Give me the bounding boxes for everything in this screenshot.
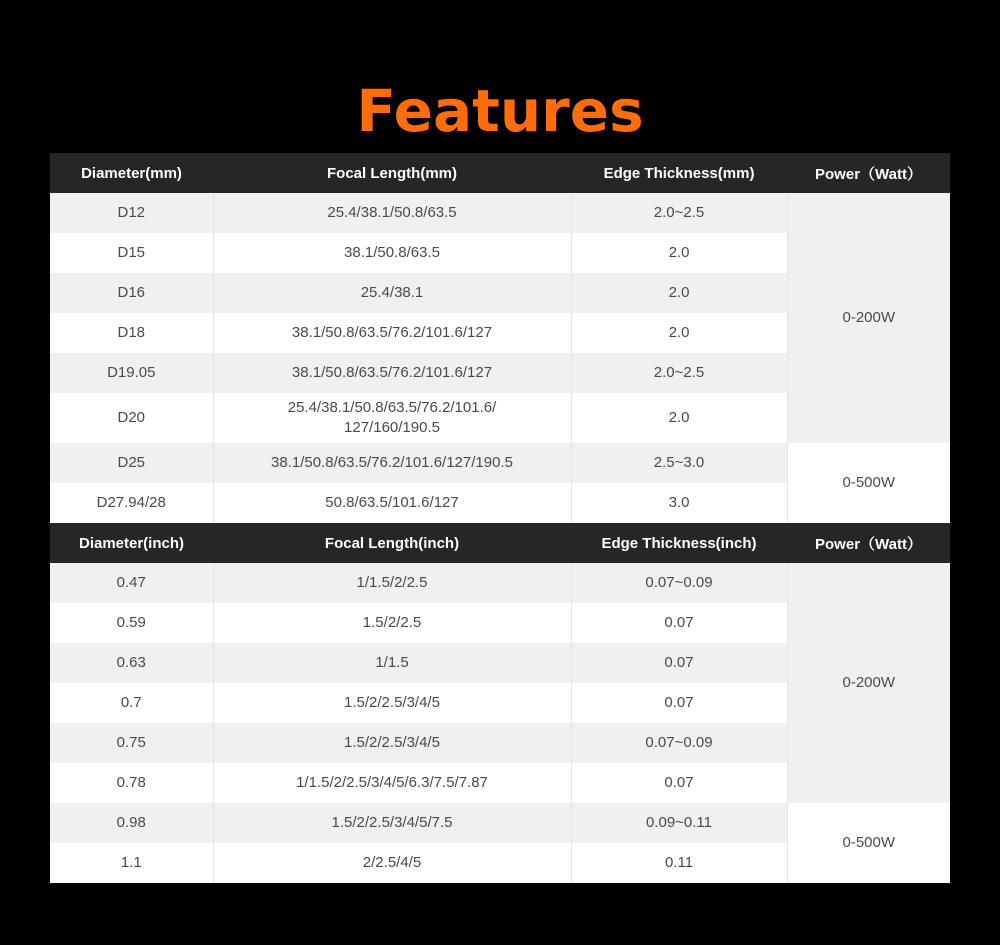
cell-edge-thickness: 0.11 (571, 843, 787, 883)
cell-diameter: 0.75 (50, 723, 213, 763)
cell-diameter: 0.59 (50, 603, 213, 643)
cell-edge-thickness: 3.0 (571, 483, 787, 523)
header-power: Power（Watt） (787, 153, 950, 193)
cell-focal-length: 50.8/63.5/101.6/127 (213, 483, 571, 523)
cell-power: 0-500W (787, 803, 950, 883)
cell-focal-length: 2/2.5/4/5 (213, 843, 571, 883)
cell-diameter: 0.98 (50, 803, 213, 843)
cell-diameter: 0.63 (50, 643, 213, 683)
cell-diameter: D12 (50, 193, 213, 233)
cell-diameter: D18 (50, 313, 213, 353)
cell-focal-length: 38.1/50.8/63.5/76.2/101.6/127/190.5 (213, 443, 571, 483)
cell-focal-length: 38.1/50.8/63.5/76.2/101.6/127 (213, 313, 571, 353)
cell-focal-length: 25.4/38.1 (213, 273, 571, 313)
cell-focal-length: 25.4/38.1/50.8/63.5/76.2/101.6/ 127/160/190.5 (213, 393, 571, 443)
cell-edge-thickness: 2.0 (571, 273, 787, 313)
cell-diameter: 1.1 (50, 843, 213, 883)
cell-diameter: D16 (50, 273, 213, 313)
cell-edge-thickness: 0.07~0.09 (571, 563, 787, 603)
cell-diameter: D19.05 (50, 353, 213, 393)
header-diameter: Diameter(mm) (50, 153, 213, 193)
cell-edge-thickness: 2.0 (571, 313, 787, 353)
page-title: Features (356, 76, 644, 145)
cell-focal-length: 1.5/2/2.5/3/4/5 (213, 723, 571, 763)
header-diameter: Diameter(inch) (50, 523, 213, 563)
cell-edge-thickness: 2.0~2.5 (571, 353, 787, 393)
cell-diameter: 0.78 (50, 763, 213, 803)
cell-diameter: 0.7 (50, 683, 213, 723)
table-header-row (50, 523, 950, 563)
cell-focal-length: 25.4/38.1/50.8/63.5 (213, 193, 571, 233)
cell-diameter: 0.47 (50, 563, 213, 603)
header-focal-length: Focal Length(inch) (213, 523, 571, 563)
cell-edge-thickness: 0.07 (571, 763, 787, 803)
table-header-row (50, 153, 950, 193)
cell-focal-length: 1/1.5 (213, 643, 571, 683)
cell-focal-length: 1.5/2/2.5 (213, 603, 571, 643)
cell-focal-length: 1/1.5/2/2.5/3/4/5/6.3/7.5/7.87 (213, 763, 571, 803)
cell-power: 0-200W (787, 193, 950, 443)
header-power: Power（Watt） (787, 523, 950, 563)
spec-table-inch (50, 523, 950, 883)
cell-power: 0-500W (787, 443, 950, 523)
table-row (50, 193, 950, 233)
cell-diameter: D20 (50, 393, 213, 443)
cell-edge-thickness: 2.0 (571, 233, 787, 273)
spec-table-mm (50, 153, 950, 523)
cell-edge-thickness: 0.07 (571, 603, 787, 643)
cell-focal-length: 1.5/2/2.5/3/4/5 (213, 683, 571, 723)
cell-edge-thickness: 2.0~2.5 (571, 193, 787, 233)
cell-edge-thickness: 2.0 (571, 393, 787, 443)
cell-focal-length: 38.1/50.8/63.5/76.2/101.6/127 (213, 353, 571, 393)
cell-edge-thickness: 0.07 (571, 683, 787, 723)
cell-diameter: D15 (50, 233, 213, 273)
table-row (50, 563, 950, 603)
cell-focal-length: 1.5/2/2.5/3/4/5/7.5 (213, 803, 571, 843)
cell-power: 0-200W (787, 563, 950, 803)
header-edge-thickness: Edge Thickness(inch) (571, 523, 787, 563)
cell-edge-thickness: 2.5~3.0 (571, 443, 787, 483)
table-row (50, 443, 950, 483)
cell-edge-thickness: 0.09~0.11 (571, 803, 787, 843)
cell-edge-thickness: 0.07 (571, 643, 787, 683)
header-edge-thickness: Edge Thickness(mm) (571, 153, 787, 193)
cell-diameter: D25 (50, 443, 213, 483)
cell-focal-length: 1/1.5/2/2.5 (213, 563, 571, 603)
cell-diameter: D27.94/28 (50, 483, 213, 523)
cell-edge-thickness: 0.07~0.09 (571, 723, 787, 763)
header-focal-length: Focal Length(mm) (213, 153, 571, 193)
table-row (50, 803, 950, 843)
cell-focal-length: 38.1/50.8/63.5 (213, 233, 571, 273)
